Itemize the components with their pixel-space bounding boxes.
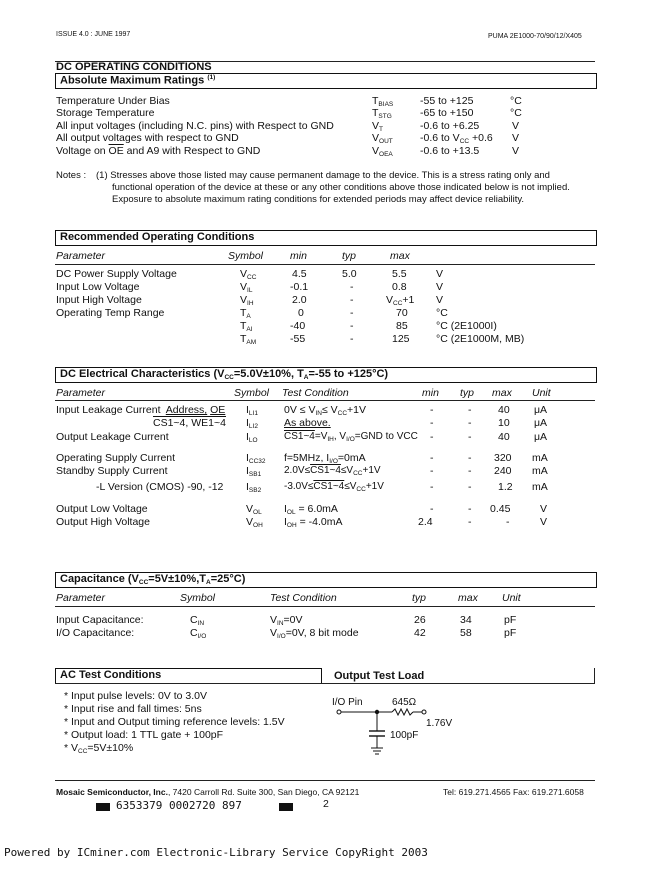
col-header-param: Parameter	[56, 387, 106, 399]
cap-header	[55, 572, 597, 588]
rec-row-typ: 5.0	[342, 268, 357, 280]
dc-row-max: 0.45	[490, 503, 511, 515]
col-header-unit: Unit	[532, 387, 551, 399]
cap-row-typ: 42	[414, 627, 426, 639]
dc-row-symbol: $V_{OL}$	[246, 503, 262, 516]
dc-row-typ: -	[468, 503, 472, 515]
output-load-title: Output Test Load	[334, 670, 425, 682]
dc-row-param: Operating Supply Current	[56, 452, 176, 464]
rec-row-unit: V	[436, 281, 444, 293]
rec-row-max: $V_{CC}+1$	[386, 294, 415, 307]
abs-row-symbol: $T_{STG}$	[372, 107, 392, 120]
voltage-terminal	[422, 710, 426, 714]
dc-row-condition: $-3.0V\le CS1\sim 4\le V_{CC}+1V$	[284, 481, 384, 493]
rec-row-max: 5.5	[392, 268, 407, 280]
voltage-label: 1.76V	[426, 718, 453, 729]
cap-row-unit: pF	[504, 627, 517, 639]
abs-max-title: Absolute Maximum Ratings $^{(1)}$	[60, 74, 216, 87]
col-header-param: Parameter	[56, 250, 106, 262]
dc-elec-title: DC Electrical Characteristics ($V_{CC}=5.0V\pm 10\%$, $T_A=-55$ to +125°C)	[60, 368, 389, 381]
dc-row-unit: μA	[534, 404, 548, 416]
cap-row-max: 34	[460, 614, 472, 626]
barcode-block	[96, 803, 110, 811]
barcode-block	[279, 803, 293, 811]
abs-row-param: All output voltages with respect to GND	[56, 132, 239, 144]
rec-row-min: -0.1	[290, 281, 309, 293]
col-header-min: min	[290, 250, 307, 262]
test-load-circuit	[330, 700, 440, 760]
rec-row-min: -55	[290, 333, 306, 345]
cap-row-condition: $V_{IN}=0V$	[270, 614, 303, 627]
abs-row-symbol: $V_{OEA}$	[372, 145, 393, 158]
col-header-symbol: Symbol	[180, 592, 216, 604]
dc-row-unit: V	[540, 503, 548, 515]
ac-title: AC Test Conditions	[60, 669, 162, 681]
col-header-max: max	[458, 592, 478, 604]
dc-row-condition: $I_{OH} = -4.0mA$	[284, 516, 343, 529]
dc-row-min: -	[430, 465, 434, 477]
dc-row-symbol: $V_{OH}$	[246, 516, 263, 529]
cap-title: Capacitance $(V_{CC}=5V\pm 10\%,T_A=25^\circ C)$	[60, 573, 246, 586]
cap-row-unit: pF	[504, 614, 517, 626]
abs-max-header	[55, 73, 597, 89]
col-header-symbol: Symbol	[234, 387, 270, 399]
dc-row-unit: μA	[534, 417, 548, 429]
dc-row-min: -	[430, 417, 434, 429]
dc-row-symbol: $I_{LI2}$	[246, 417, 258, 430]
abs-row-param: Storage Temperature	[56, 107, 155, 119]
col-header-typ: typ	[460, 387, 475, 399]
cap-row-symbol: $C_{I/O}$	[190, 627, 207, 640]
notes-label: Notes :	[56, 170, 87, 181]
abs-row-value: -0.6 to $V_{CC} +0.6$	[420, 132, 493, 145]
dc-row-max: 10	[498, 417, 510, 429]
abs-row-value: -55 to +125	[420, 95, 474, 107]
rec-row-max: 125	[392, 333, 410, 345]
abs-row-param: All input voltages (including N.C. pins) with Respect to GND	[56, 120, 334, 132]
dc-row-unit: mA	[532, 465, 548, 477]
dc-row-max: 40	[498, 404, 510, 416]
cap-row-max: 58	[460, 627, 472, 639]
abs-row-value: -0.6 to +13.5	[420, 145, 480, 157]
rec-row-unit: °C (2E1000I)	[436, 320, 497, 332]
divider	[594, 668, 595, 684]
rec-row-unit: V	[436, 268, 444, 280]
dc-row-param: Output Leakage Current	[56, 431, 169, 443]
ac-item: * Input and Output timing reference levels: 1.5V	[64, 716, 285, 728]
ac-item: * Output load: 1 TTL gate + 100pF	[64, 729, 224, 741]
dc-row-min: -	[430, 481, 434, 493]
col-header-condition: Test Condition	[282, 387, 349, 399]
abs-row-unit: V	[512, 145, 520, 157]
rec-row-unit: V	[436, 294, 444, 306]
divider	[55, 400, 595, 401]
cap-row-symbol: $C_{IN}$	[190, 614, 205, 627]
rec-row-unit: °C	[436, 307, 448, 319]
divider	[55, 683, 595, 684]
col-header-typ: typ	[412, 592, 427, 604]
col-header-max: max	[492, 387, 512, 399]
abs-row-symbol: $T_{BIAS}$	[372, 95, 394, 108]
rec-row-symbol: $T_{AI}$	[240, 320, 253, 333]
dc-row-param: Input Leakage Current Address, OE	[56, 404, 226, 416]
cap-row-param: Input Capacitance:	[56, 614, 144, 626]
abs-row-symbol: $V_T$	[372, 120, 383, 133]
resistor-symbol	[392, 709, 413, 715]
rec-row-typ: -	[350, 320, 354, 332]
abs-row-param: Temperature Under Bias	[56, 95, 170, 107]
dc-row-symbol: $I_{LO}$	[246, 431, 258, 444]
col-header-min: min	[422, 387, 439, 399]
divider	[55, 606, 595, 607]
col-header-unit: Unit	[502, 592, 521, 604]
rec-row-max: 70	[396, 307, 408, 319]
dc-row-min: -	[430, 431, 434, 443]
dc-row-param: Standby Supply Current	[56, 465, 168, 477]
abs-row-unit: °C	[510, 107, 522, 119]
dc-row-unit: V	[540, 516, 548, 528]
dc-row-typ: -	[468, 431, 472, 443]
rec-row-symbol: $T_A$	[240, 307, 251, 320]
dc-row-symbol: $I_{LI1}$	[246, 404, 258, 417]
barcode-number: 6353379 0002720 897	[116, 799, 242, 812]
rec-row-symbol: $V_{CC}$	[240, 268, 257, 281]
dc-row-condition: $0V \le V_{IN}\le V_{CC}+1V$	[284, 404, 367, 417]
dc-row-param: -L Version (CMOS) -90, -12	[96, 481, 224, 493]
io-pin-terminal	[337, 710, 341, 714]
dc-row-symbol: $I_{CC32}$	[246, 452, 266, 465]
divider	[55, 780, 595, 781]
rec-row-symbol: $T_{AM}$	[240, 333, 257, 346]
rec-row-max: 85	[396, 320, 408, 332]
dc-row-typ: -	[468, 452, 472, 464]
dc-row-condition: As above.	[284, 417, 331, 429]
dc-row-typ: -	[468, 481, 472, 493]
dc-row-max: 40	[498, 431, 510, 443]
issue-label: ISSUE 4.0 : JUNE 1997	[56, 31, 131, 38]
rec-op-header	[55, 230, 597, 246]
footer-phone: Tel: 619.271.4565 Fax: 619.271.6058	[443, 787, 584, 797]
divider	[55, 264, 595, 265]
rec-row-symbol: $V_{IH}$	[240, 294, 254, 307]
note-line: (1) Stresses above those listed may cause permanent damage to the device. This is a stress rating only and	[96, 170, 550, 181]
dc-row-condition: $I_{OL} = 6.0mA$	[284, 503, 338, 516]
dc-row-typ: -	[468, 465, 472, 477]
capacitor-label: 100pF	[390, 730, 419, 741]
dc-row-typ: -	[468, 404, 472, 416]
col-header-condition: Test Condition	[270, 592, 337, 604]
dc-row-min: -	[430, 503, 434, 515]
dc-row-max: 240	[494, 465, 512, 477]
dc-row-unit: mA	[532, 481, 548, 493]
powered-by: Powered by ICminer.com Electronic-Library Service CopyRight 2003	[4, 846, 428, 859]
abs-row-unit: V	[512, 132, 520, 144]
abs-row-value: -65 to +150	[420, 107, 474, 119]
abs-row-unit: °C	[510, 95, 522, 107]
note-line: functional operation of the device at these or any other conditions above those indicated below is not implied.	[112, 182, 570, 193]
dc-row-typ: -	[468, 516, 472, 528]
dc-row-param: Output Low Voltage	[56, 503, 148, 515]
col-header-max: max	[390, 250, 410, 262]
col-header-typ: typ	[342, 250, 357, 262]
footer-address: Mosaic Semiconductor, Inc., 7420 Carroll Rd. Suite 300, San Diego, CA 92121	[56, 787, 360, 797]
rec-row-param: DC Power Supply Voltage	[56, 268, 177, 280]
ac-item: * Input pulse levels: 0V to 3.0V	[64, 690, 208, 702]
dc-row-condition: $CS1\sim 4=V_{IH}$, $V_{I/O}=GND$ to VCC	[284, 431, 418, 443]
rec-row-param: Input High Voltage	[56, 294, 142, 306]
section-title: DC OPERATING CONDITIONS	[56, 61, 212, 73]
dc-row-condition: $2.0V\le CS1\sim 4\le V_{CC}+1V$	[284, 465, 381, 477]
cap-row-condition: $V_{I/O}=0V$, 8 bit mode	[270, 627, 359, 640]
dc-row-max: 1.2	[498, 481, 513, 493]
dc-row-symbol: $I_{SB2}$	[246, 481, 262, 494]
resistor-label: 645Ω	[392, 697, 417, 708]
note-line: Exposure to absolute maximum rating conditions for extended periods may affect device reliability.	[112, 194, 525, 205]
dc-row-unit: μA	[534, 431, 548, 443]
rec-row-param: Operating Temp Range	[56, 307, 165, 319]
rec-row-typ: -	[350, 294, 354, 306]
dc-row-min: -	[430, 404, 434, 416]
rec-row-param: Input Low Voltage	[56, 281, 140, 293]
rec-row-min: 2.0	[292, 294, 307, 306]
dc-row-max: -	[506, 516, 510, 528]
ac-item: * $V_{CC}=5V\pm 10\%$	[64, 742, 134, 755]
dc-row-max: 320	[494, 452, 512, 464]
col-header-symbol: Symbol	[228, 250, 264, 262]
page-number: 2	[323, 798, 329, 810]
rec-row-typ: -	[350, 307, 354, 319]
abs-row-unit: V	[512, 120, 520, 132]
dc-row-param: Output High Voltage	[56, 516, 150, 528]
rec-row-symbol: $V_{IL}$	[240, 281, 253, 294]
dc-row-unit: mA	[532, 452, 548, 464]
dc-row-min: 2.4	[418, 516, 433, 528]
rec-row-min: 0	[298, 307, 304, 319]
rec-op-title: Recommended Operating Conditions	[60, 231, 255, 243]
abs-row-value: -0.6 to +6.25	[420, 120, 480, 132]
rec-row-max: 0.8	[392, 281, 407, 293]
dc-row-min: -	[430, 452, 434, 464]
cap-row-param: I/O Capacitance:	[56, 627, 135, 639]
dc-row-typ: -	[468, 417, 472, 429]
cap-row-typ: 26	[414, 614, 426, 626]
dc-row-param: CS1~4, WE1~4	[153, 417, 226, 429]
abs-row-param: Voltage on $\overline{OE}$ and A9 with Respect to GND	[56, 145, 261, 157]
rec-row-unit: °C (2E1000M, MB)	[436, 333, 525, 345]
abs-row-symbol: $V_{OUT}$	[372, 132, 393, 145]
dc-elec-header	[55, 367, 597, 383]
dc-row-condition: f=5MHz, $I_{I/O}=0mA$	[284, 452, 366, 465]
rec-row-min: 4.5	[292, 268, 307, 280]
io-pin-label: I/O Pin	[332, 697, 363, 708]
ac-item: * Input rise and fall times: 5ns	[64, 703, 202, 715]
col-header-param: Parameter	[56, 592, 106, 604]
part-number: PUMA 2E1000-70/90/12/X405	[488, 33, 582, 40]
rec-row-min: -40	[290, 320, 306, 332]
dc-row-symbol: $I_{SB1}$	[246, 465, 262, 478]
ac-header	[55, 668, 322, 684]
rec-row-typ: -	[350, 281, 354, 293]
rec-row-typ: -	[350, 333, 354, 345]
